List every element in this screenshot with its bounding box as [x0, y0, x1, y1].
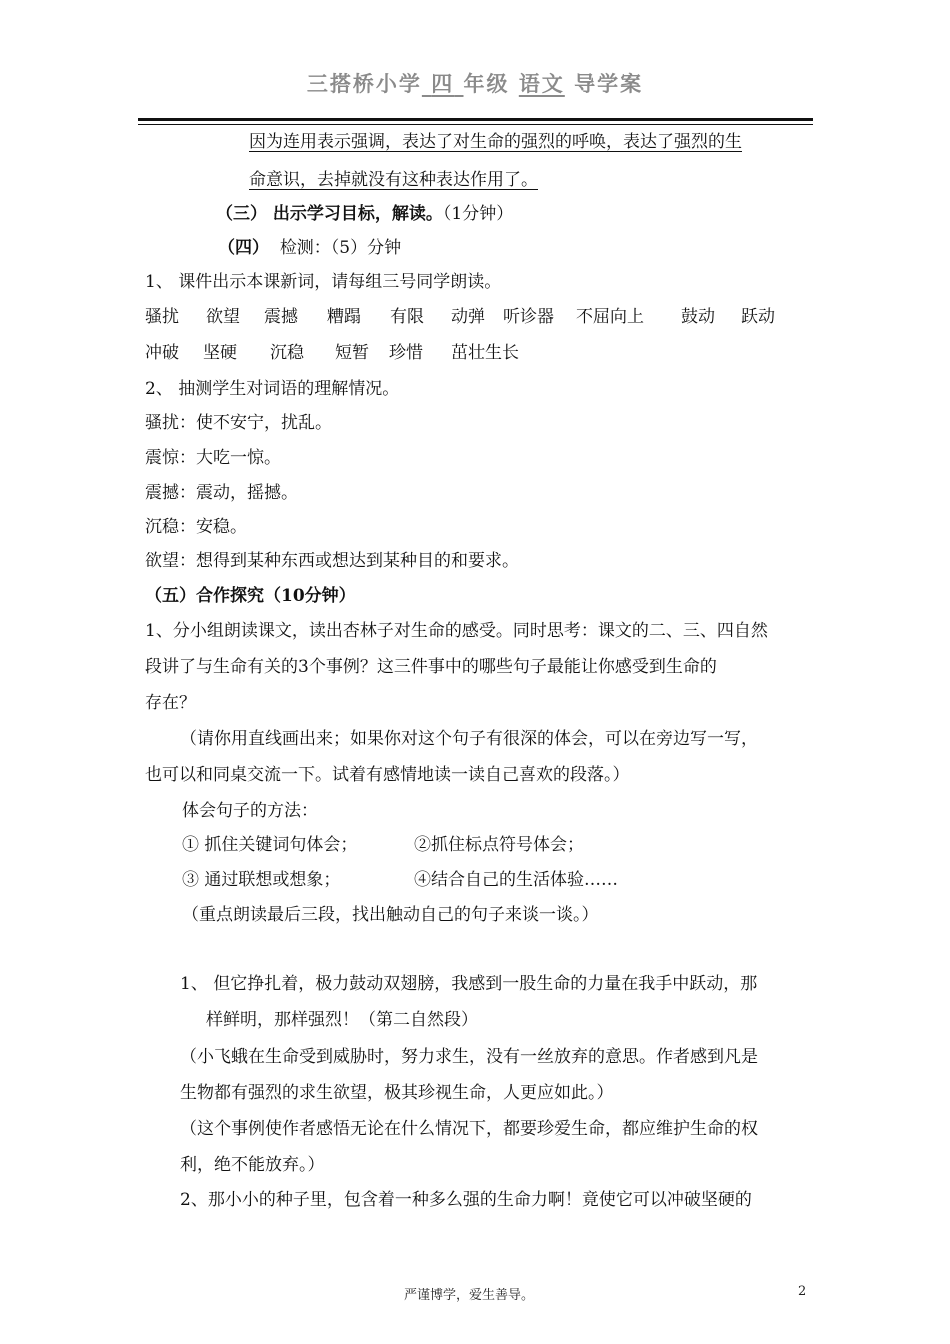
section4-heading: （四） 检测：（5）分钟: [218, 238, 402, 258]
footer-motto: 严谨博学，爱生善导。: [404, 1288, 535, 1303]
vocab-word: 冲破: [145, 343, 179, 363]
section5-paragraph-line: 段讲了与生命有关的3个事例？这三件事中的哪些句子最能让你感受到生命的: [145, 657, 717, 677]
example1-line: 1、 但它挣扎着，极力鼓动双翅膀，我感到一股生命的力量在我手中跃动，那: [180, 974, 758, 994]
vocab-word: 震撼: [264, 307, 298, 327]
grade-suffix: 年级: [463, 71, 510, 96]
section5-heading: （五）合作探究（10分钟）: [145, 586, 356, 606]
school-name: 三搭桥小学: [306, 71, 422, 96]
method-item: ④结合自己的生活体验……: [414, 870, 618, 890]
explanation-line: （这个事例使作者感悟无论在什么情况下，都要珍爱生命，都应维护生命的权: [180, 1119, 758, 1139]
vocab-word: 短暂: [335, 343, 369, 363]
page-number: 2: [798, 1284, 807, 1299]
doc-type: 导学案: [574, 71, 644, 96]
grade-value: 四: [431, 71, 455, 96]
vocab-word: 跃动: [741, 307, 775, 327]
intro-line-1: 因为连用表示强调，表达了对生命的强烈的呼唤，表达了强烈的生: [249, 132, 742, 152]
vocab-word: 鼓动: [681, 307, 715, 327]
vocab-word: 动弹: [451, 307, 485, 327]
vocab-word: 茁壮生长: [451, 343, 519, 363]
method-item: ③ 通过联想或想象；: [182, 870, 341, 890]
method-item: ① 抓住关键词句体会；: [182, 835, 358, 855]
definition-line: 欲望：想得到某种东西或想达到某种目的和要求。: [145, 551, 519, 571]
definition-line: 骚扰：使不安宁，扰乱。: [145, 413, 332, 433]
explanation-line: 利，绝不能放弃。）: [180, 1155, 325, 1175]
explanation-line: （小飞蛾在生命受到威胁时，努力求生，没有一丝放弃的意思。作者感到凡是: [180, 1047, 758, 1067]
method-title: 体会句子的方法：: [182, 801, 318, 821]
vocab-word: 坚硬: [203, 343, 237, 363]
explanation-line: 生物都有强烈的求生欲望，极其珍视生命，人更应如此。）: [180, 1083, 614, 1103]
header-rule-thin: [138, 124, 813, 125]
method-item: ②抓住标点符号体会；: [414, 835, 584, 855]
vocab-word: 听诊器: [503, 307, 554, 327]
vocab-word: 骚扰: [145, 307, 179, 327]
focus-note: （重点朗读最后三段，找出触动自己的句子来谈一谈。）: [182, 905, 599, 925]
intro-line-2: 命意识，去掉就没有这种表达作用了。: [249, 170, 538, 190]
vocab-word: 糟蹋: [327, 307, 361, 327]
example2-line: 2、那小小的种子里，包含着一种多么强的生命力啊！竟使它可以冲破坚硬的: [180, 1190, 752, 1210]
subject-value: 语文: [518, 71, 565, 96]
section5-note-line: 也可以和同桌交流一下。试着有感情地读一读自己喜欢的段落。）: [145, 765, 630, 785]
section5-paragraph-line: 1、分小组朗读课文，读出杏林子对生命的感受。同时思考：课文的二、三、四自然: [145, 621, 768, 641]
section3-heading: （三） 出示学习目标，解读。（1分钟）: [216, 204, 514, 224]
header-rule-thick: [138, 118, 813, 121]
item1-text: 1、 课件出示本课新词，请每组三号同学朗读。: [145, 272, 502, 292]
vocab-word: 沉稳: [270, 343, 304, 363]
section5-note-line: （请你用直线画出来；如果你对这个句子有很深的体会，可以在旁边写一写，: [180, 729, 758, 749]
section5-paragraph-line: 存在？: [145, 693, 196, 713]
vocab-word: 欲望: [206, 307, 240, 327]
page-header: [0, 68, 950, 98]
example1-line: 样鲜明，那样强烈！（第二自然段）: [206, 1010, 478, 1030]
vocab-word: 珍惜: [389, 343, 423, 363]
item2-text: 2、 抽测学生对词语的理解情况。: [145, 379, 400, 399]
definition-line: 震撼：震动，摇撼。: [145, 483, 298, 503]
vocab-word: 不屈向上: [576, 307, 644, 327]
definition-line: 沉稳：安稳。: [145, 517, 247, 537]
vocab-word: 有限: [390, 307, 424, 327]
definition-line: 震惊：大吃一惊。: [145, 448, 281, 468]
